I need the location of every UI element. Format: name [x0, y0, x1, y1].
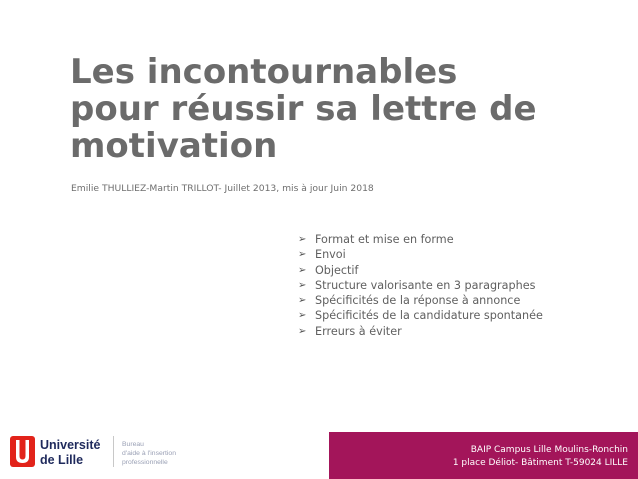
- arrowhead-bullet-icon: ➢: [298, 234, 307, 245]
- list-item-label: Format et mise en forme: [315, 233, 454, 246]
- logo-service-line-3: professionnelle: [122, 459, 168, 466]
- title-line-3: motivation: [70, 126, 278, 166]
- logo-service-line-2: d'aide à l'insertion: [122, 450, 176, 457]
- arrowhead-bullet-icon: ➢: [298, 279, 307, 291]
- footer-address: [453, 444, 628, 469]
- list-item-label: Erreurs à éviter: [315, 324, 402, 338]
- list-item: [298, 278, 543, 293]
- list-item: [298, 263, 543, 278]
- university-emblem-icon: [10, 436, 35, 467]
- arrowhead-bullet-icon: ➢: [298, 295, 307, 307]
- topics-list: [298, 232, 543, 339]
- slide-title: [70, 54, 590, 165]
- title-line-1: Les incontournables: [70, 52, 458, 92]
- university-logo: [0, 424, 200, 479]
- arrowhead-bullet-icon: ➢: [298, 249, 307, 261]
- slide-subtitle: Emilie THULLIEZ-Martin TRILLOT- Juillet 2013, mis à jour Juin 2018: [71, 183, 374, 194]
- list-item-label: Spécificités de la réponse à annonce: [315, 294, 521, 308]
- logo-university-line-2: de Lille: [40, 453, 84, 467]
- list-item: [298, 232, 543, 247]
- list-item-label: Spécificités de la candidature spontanée: [315, 309, 543, 323]
- logo-divider: [113, 436, 114, 467]
- footer-address-line-1: BAIP Campus Lille Moulins-Ronchin: [470, 445, 628, 455]
- list-item: [298, 247, 543, 262]
- title-line-2: pour réussir sa lettre de: [70, 89, 537, 129]
- list-item-label: Structure valorisante en 3 paragraphes: [315, 278, 536, 292]
- list-item: [298, 324, 543, 339]
- arrowhead-bullet-icon: ➢: [298, 310, 307, 322]
- arrowhead-bullet-icon: ➢: [298, 264, 307, 276]
- list-item-label: Objectif: [315, 263, 359, 277]
- logo-service-line-1: Bureau: [122, 441, 144, 448]
- arrowhead-bullet-icon: ➢: [298, 325, 307, 337]
- footer-address-line-2: 1 place Déliot- Bâtiment T-59024 LILLE: [452, 457, 628, 468]
- footer-address-band: [329, 432, 638, 479]
- logo-university-line-1: Université: [40, 438, 101, 452]
- list-item: [298, 308, 543, 323]
- list-item: [298, 293, 543, 308]
- list-item-label: Envoi: [315, 248, 346, 262]
